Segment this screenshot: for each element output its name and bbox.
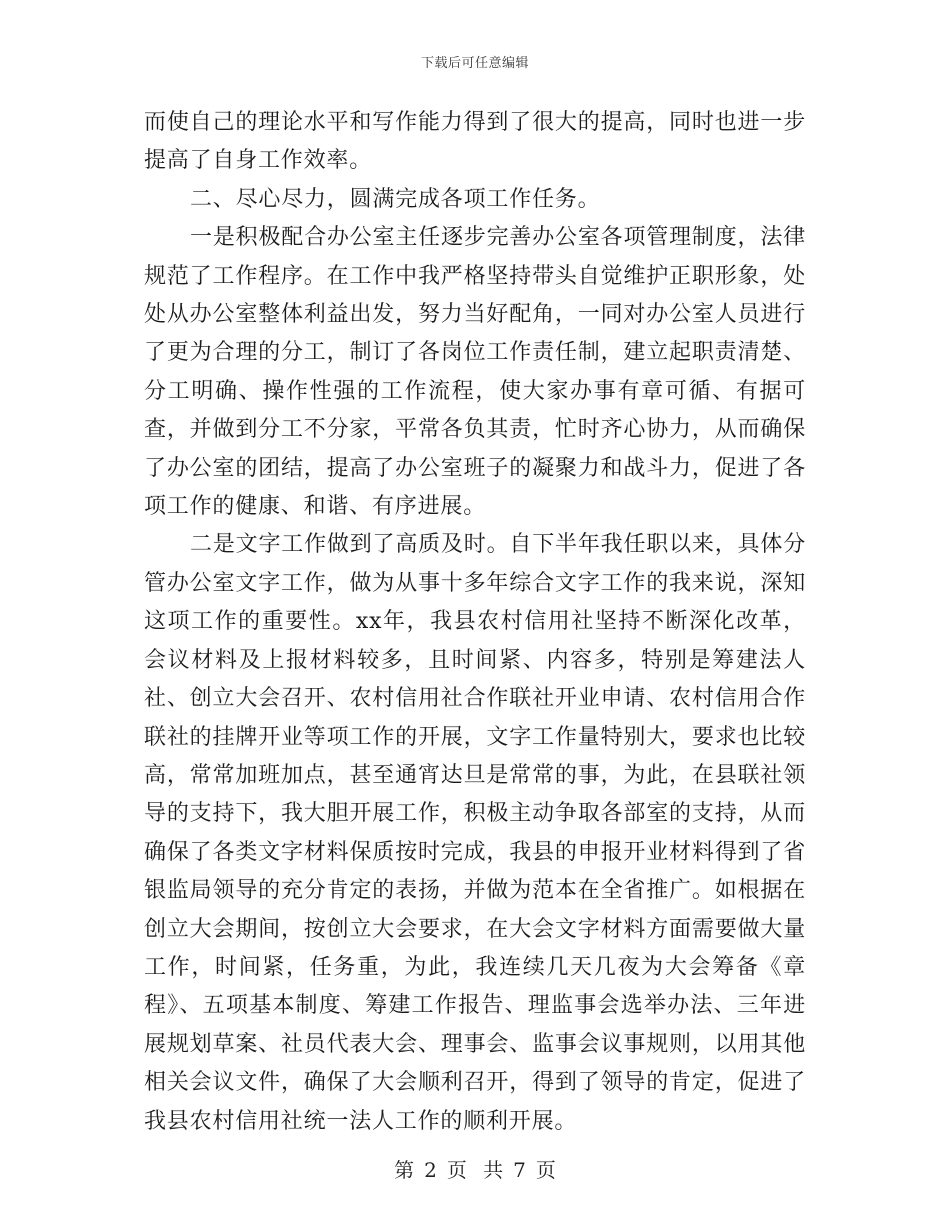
paragraph-management: 一是积极配合办公室主任逐步完善办公室各项管理制度，法律规范了工作程序。在工作中我严格坚持带头自觉维护正职形象，处处从办公室整体利益出发，努力当好配角，一同对办公室人员进行了更为合理的分工，制订了各岗位工作责任制，建立起职责清楚、分工明确、操作性强的工作流程，使大家办事有章可循、有据可查，并做到分工不分家，平常各负其责，忙时齐心协力，从而确保了办公室的团结，提高了办公室班子的凝聚力和战斗力，促进了各项工作的健康、和谐、有序进展。 bbox=[144, 225, 806, 520]
page-header: 下载后可任意编辑 bbox=[420, 56, 529, 71]
footer-suffix: 页 bbox=[535, 1158, 556, 1182]
paragraph-writing-work: 二是文字工作做到了高质及时。自下半年我任职以来，具体分管办公室文字工作，做为从事十多年综合文字工作的我来说，深知这项工作的重要性。xx年，我县农村信用社坚持不断深化改革，会议材料及上报材料较多，且时间紧、内容多，特别是筹建法人社、创立大会召开、农村信用社合作联社开业申请、农村信用合作联社的挂牌开业等项工作的开展，文字工作量特别大，要求也比较高，常常加班加点，甚至通宵达旦是常常的事，为此，在县联社领导的支持下，我大胆开展工作，积极主动争取各部室的支持，从而确保了各类文字材料保质按时完成，我县的申报开业材料得到了省银监局领导的充分肯定的表扬，并做为范本在全省推广。如根据在创立大会期间，按创立大会要求，在大会文字材料方面需要做大量工作，时间紧，任务重，为此，我连续几天几夜为大会筹备《章程》、五项基本制度、筹建工作报告、理监事会选举办法、三年进展规划草案、社员代表大会、理事会、监事会议事规则，以用其他相关会议文件，确保了大会顺利召开，得到了领导的肯定，促进了我县农村信用社统一法人工作的顺利开展。 bbox=[144, 532, 806, 1134]
footer-prefix: 第 bbox=[394, 1158, 415, 1182]
page-footer bbox=[0, 1154, 950, 1183]
current-page-number: 2 bbox=[424, 1158, 437, 1182]
section-heading: 二、尽心尽力，圆满完成各项工作任务。 bbox=[190, 186, 601, 212]
document-body bbox=[144, 104, 806, 1141]
total-page-count: 7 bbox=[513, 1158, 526, 1182]
footer-middle: 页 共 bbox=[446, 1158, 504, 1182]
paragraph-continuation: 而使自己的理论水平和写作能力得到了很大的提高，同时也进一步提高了自身工作效率。 bbox=[144, 110, 806, 174]
